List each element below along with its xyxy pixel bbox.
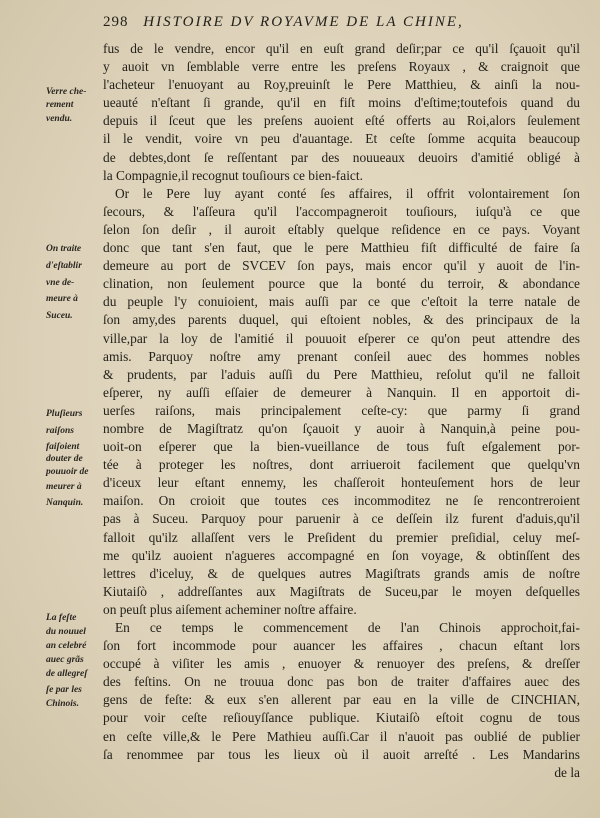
marginal-note: Nanquin. (46, 498, 84, 508)
text-line: du peuple l'y conuioient, mais auſſi par ce que c'eſtoit la terre natale de (103, 294, 580, 310)
text-line: occupé à viſiter les amis , enuoyer & renuoyer des preſens, & dreſſer (103, 656, 580, 672)
text-line: l'acheteur l'enuoyant au Roy,preuinſt le Pere Matthieu, & ainſi la nou- (103, 77, 580, 93)
text-line: des feſtins. On ne trouua donc pas bon de traiter d'affaires auec des (103, 674, 580, 690)
text-line: amis. Parquoy noſtre amy prenant conſeil auec des hommes nobles (103, 348, 580, 364)
marginal-note: meurer à (46, 482, 82, 492)
text-line: y auoit vn ſemblable verre entre les preſens Royaux , & craignoit que (103, 59, 580, 75)
marginal-note: vendu. (46, 114, 73, 124)
text-line: gens de feſte: & eux s'en allerent par eau en la ville de CINCHIAN, (103, 692, 580, 708)
marginal-note: de allegreſ (46, 669, 88, 679)
text-line: ſa renommee par tous les lieux où il auoit arreſté . Les Mandarins (103, 746, 580, 762)
marginal-note: vne de- (46, 278, 75, 288)
text-line: maiſon. On croioit que toutes ces incommoditez ne ſe rencontreroient (103, 493, 580, 509)
marginal-note: ſe par les (46, 685, 82, 695)
marginal-note: meure à (46, 294, 78, 304)
text-line: tée à proteger les noſtres, dont arriueroit facilement que quelqu'vn (103, 457, 580, 473)
marginal-note: auec grãs (46, 655, 84, 665)
text-line: lettres d'iceluy, & de quelques autres Magiſtrats grands amis de noſtre (103, 565, 580, 581)
text-line: il le vendit, voire vn peu d'auantage. Et ceſte ſomme acquita beaucoup (103, 131, 580, 147)
marginal-note: La feſte (46, 613, 77, 623)
text-line: de debtes,dont ſe reſſentant par des nouueaux deuoirs d'amitié obligé à (103, 149, 580, 165)
marginal-note: pouuoir de (46, 467, 89, 477)
text-line: donc que tant s'en faut, que le pere Matthieu fiſt difficulté de faire ſa (103, 240, 580, 256)
text-line: En ce temps le commencement de l'an Chinois approchoit,fai- (115, 620, 580, 635)
body-text (103, 40, 580, 782)
text-line: uerſes raiſons, mais principalement ceſte-cy: que parmy ſi grand (103, 402, 580, 418)
text-line: ſecours, & l'aſſeura qu'il l'accompagneroit touſiours, iuſqu'à ce que (103, 203, 580, 219)
marginal-note: Suceu. (46, 311, 73, 321)
text-line: nombre de Magiſtratz qu'on ſçauoit y auoir à Nanquin,à peine pou- (103, 420, 580, 436)
text-line: on peuſt plus aiſement acheminer noſtre affaire. (103, 601, 357, 617)
text-line: ueauté n'eſtant ſi grande, qu'il en fiſt moins d'eſtime;toutefois quand du (103, 95, 580, 111)
catchword: de la (554, 764, 580, 780)
text-line: eſperer, ny auſſi eſſaier de demeurer à Nanquin. Il en apportoit di- (103, 384, 580, 400)
text-line: ſelon ſon deſir , il auroit eſtably quelque reſidence en ce pays. Voyant (103, 221, 580, 237)
marginal-note: d'eſtablir (46, 261, 82, 271)
marginal-note: raiſons (46, 426, 74, 436)
text-line: en ceſte ville,& le Pere Mathieu auſſi.Car il n'auoit pas oublié de publier (103, 728, 580, 744)
page-number: 298 (103, 14, 129, 30)
text-line: demeure au port de SVCEV ſon pays, mais encor qu'il y auoit de l'in- (103, 258, 580, 274)
text-line: ville,par la loy de l'amitié il pouuoit eſperer ce qu'on peut attendre des (103, 330, 580, 346)
text-line: la Compagnie,il recognut touſiours ce bien-faict. (103, 167, 363, 183)
marginal-note: faiſoient (46, 442, 80, 452)
text-line: ſon amy,des parents duquel, qui eſtoient nobles, & des principaux de la (103, 312, 580, 328)
marginal-note: du nouuel (46, 627, 86, 637)
running-title: HISTOIRE DV ROYAVME DE LA CHINE, (143, 14, 464, 30)
page-header (103, 14, 573, 31)
marginal-note: Verre che- (46, 87, 87, 97)
text-line: clination, non ſeulement pource que la bonté du terroir, & abondance (103, 276, 580, 292)
marginal-note: Pluſieurs (46, 409, 83, 419)
text-line: falloit qu'ilz allaſſent vers le Preſident du premier preſidial, celuy meſ- (103, 529, 580, 545)
text-line: & prudents, par l'aduis auſſi du Pere Matthieu, reſolut qu'il ne falloit (103, 366, 580, 382)
text-line: pour voir ceſte reſiouyſſance publique. Kiutaiſò eſtoit cognu de tous (103, 710, 580, 726)
marginal-note: douter de (46, 454, 83, 464)
text-line: me qu'ilz auoient n'agueres accompagné en ſon voyage, & obtinſſent des (103, 547, 580, 563)
marginal-note: an celebré (46, 641, 87, 651)
marginal-note: Chinois. (46, 699, 80, 709)
text-line: depuis il ſceut que les preſens auoient eſté offerts au Roi,alors ſeulement (103, 113, 580, 129)
text-line: d'iceux leur eſtant ennemy, les chaſſeroit honteuſement hors de leur (103, 475, 580, 491)
text-line: ſon fort incommode pour auancer les affaires , chacun eſtant lors (103, 638, 580, 654)
text-line: pas à Suceu. Parquoy pour paruenir à ce deſſein ilz furent d'aduis,qu'il (103, 511, 580, 527)
text-line: Or le Pere luy ayant conté ſes affaires, il offrit volontairement ſon (115, 185, 580, 201)
marginal-note: On traite (46, 244, 82, 254)
text-line: uoit-on eſperer que la bien-vueillance de tous fuſt eſgalement por- (103, 439, 580, 455)
text-line: fus de le vendre, encor qu'il en euſt grand deſir;par ce qu'il ſçauoit qu'il (103, 41, 580, 56)
marginal-note: rement (46, 100, 74, 110)
text-line: Kiutaiſò , addreſſantes aux Magiſtrats de Suceu,par le moyen deſquelles (103, 583, 580, 599)
